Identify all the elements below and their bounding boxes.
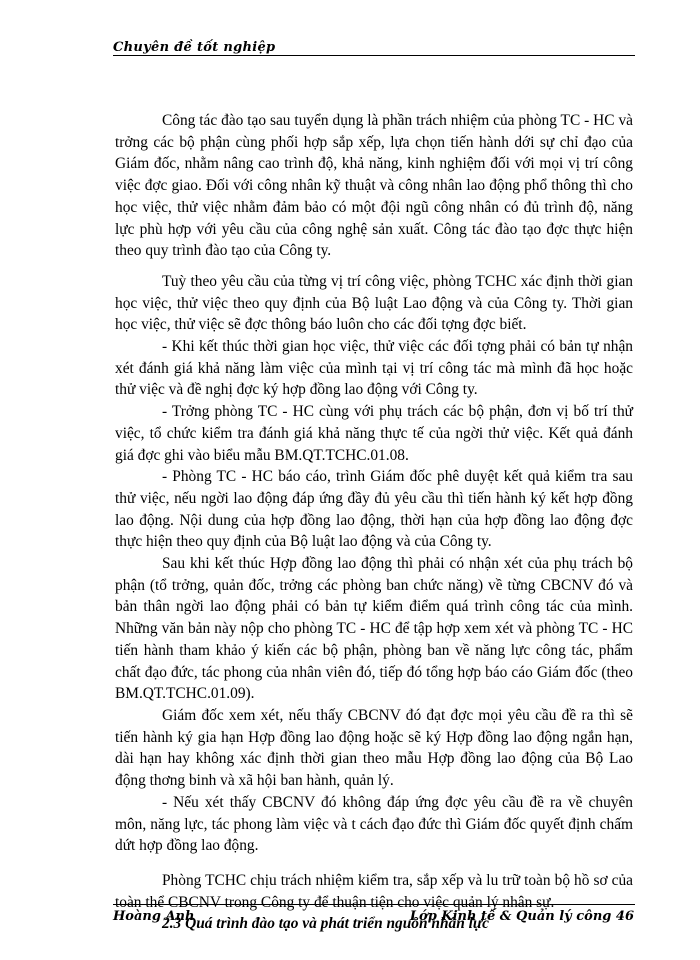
paragraph-9: Phòng TCHC chịu trách nhiệm kiểm tra, sắp xếp và lu trữ toàn bộ hồ sơ của toàn thể CBCNV trong Công ty để thuận tiện cho việc quản lý nhân sự. xyxy=(115,871,633,911)
paragraph-2: Tuỳ theo yêu cầu của từng vị trí công việc, phòng TCHC xác định thời gian học việc, thử việc theo quy định của Bộ luật Lao động và của Công ty. Thời gian học việc, thử việc sẽ đợc thông báo luôn cho các đối tợng đợc biết. xyxy=(115,272,633,334)
paragraph-5: - Phòng TC - HC báo cáo, trình Giám đốc phê duyệt kết quả kiểm tra sau thử việc, nếu ngời lao động đáp ứng đầy đủ yêu cầu thì tiến hành ký kết hợp đồng lao động. Nội dung của hợp đồng lao động, thời hạn của hợp đồng lao động đợc thực hiện theo quy định của Bộ luật lao động và của Công ty. xyxy=(115,468,633,551)
footer-author: Hoàng Anh xyxy=(113,909,195,924)
section-heading: 2.3 Quá trình đào tạo và phát triển nguồn nhân lực xyxy=(162,915,489,933)
paragraph-1: Công tác đào tạo sau tuyển dụng là phần trách nhiệm của phòng TC - HC và trởng các bộ phận cùng phối hợp sắp xếp, lựa chọn tiến hành dới sự chỉ đạo của Giám đốc, nhằm nâng cao trình độ, khả năng, kinh nghiệm đối với mọi vị trí công việc đợc giao. Đối với công nhân kỹ thuật và công nhân lao động phổ thông thì cho học việc, thử việc nhằm đảm bảo có một đội ngũ công nhân có đủ trình độ, năng lực phù hợp với yêu cầu của công nghệ sản xuất. Công tác đào tạo đợc thực hiện theo quy trình đào tạo của Công ty. xyxy=(115,112,633,260)
paragraph-3: - Khi kết thúc thời gian học việc, thử việc các đối tợng phải có bản tự nhận xét đánh giá khả năng làm việc của mình tại vị trí công tác mà mình đã học hoặc thử việc và đề nghị đợc ký hợp đồng lao động với Công ty. xyxy=(115,338,633,399)
paragraph-4: - Trởng phòng TC - HC cùng với phụ trách các bộ phận, đơn vị bố trí thử việc, tổ chức kiểm tra đánh giá khả năng thực tế của ngời thử việc. Kết quả đánh giá đợc ghi vào biểu mẫu BM.QT.TCHC.01.08. xyxy=(115,403,633,464)
document-body xyxy=(115,110,633,935)
paragraph-8: - Nếu xét thấy CBCNV đó không đáp ứng đợc yêu cầu đề ra về chuyên môn, năng lực, tác phong làm việc và t cách đạo đức thì Giám đốc quyết định chấm dứt hợp đồng lao động. xyxy=(115,793,633,855)
paragraph-7: Giám đốc xem xét, nếu thấy CBCNV đó đạt đợc mọi yêu cầu đề ra thì sẽ tiến hành ký gia hạn Hợp đồng lao động hoặc sẽ ký Hợp đồng lao động ngắn hạn, dài hạn hay không xác định thời gian theo mẫu Hợp đồng lao động của Bộ Lao động thơng binh và xã hội ban hành, quản lý. xyxy=(115,706,633,790)
paragraph-6: Sau khi kết thúc Hợp đồng lao động thì phải có nhận xét của phụ trách bộ phận (tổ trởng, quản đốc, trởng các phòng ban chức năng) về từng CBCNV đó và bản thân ngời lao động phải có bản tự kiểm điểm quá trình công tác của mình. Những văn bản này nộp cho phòng TC - HC để tập hợp xem xét và phòng TC - HC tiến hành tham khảo ý kiến các bộ phận, phòng ban về năng lực công tác, phẩm chất đạo đức, tác phong của nhân viên đó, tiếp đó tổng hợp báo cáo Giám đốc (theo BM.QT.TCHC.01.09). xyxy=(115,555,633,703)
footer-class-info: Lớp Kinh tế & Quản lý công 46 xyxy=(409,909,634,924)
footer-divider xyxy=(113,904,635,905)
header-divider xyxy=(113,55,635,56)
header-title: Chuyên đề tốt nghiệp xyxy=(113,40,276,55)
